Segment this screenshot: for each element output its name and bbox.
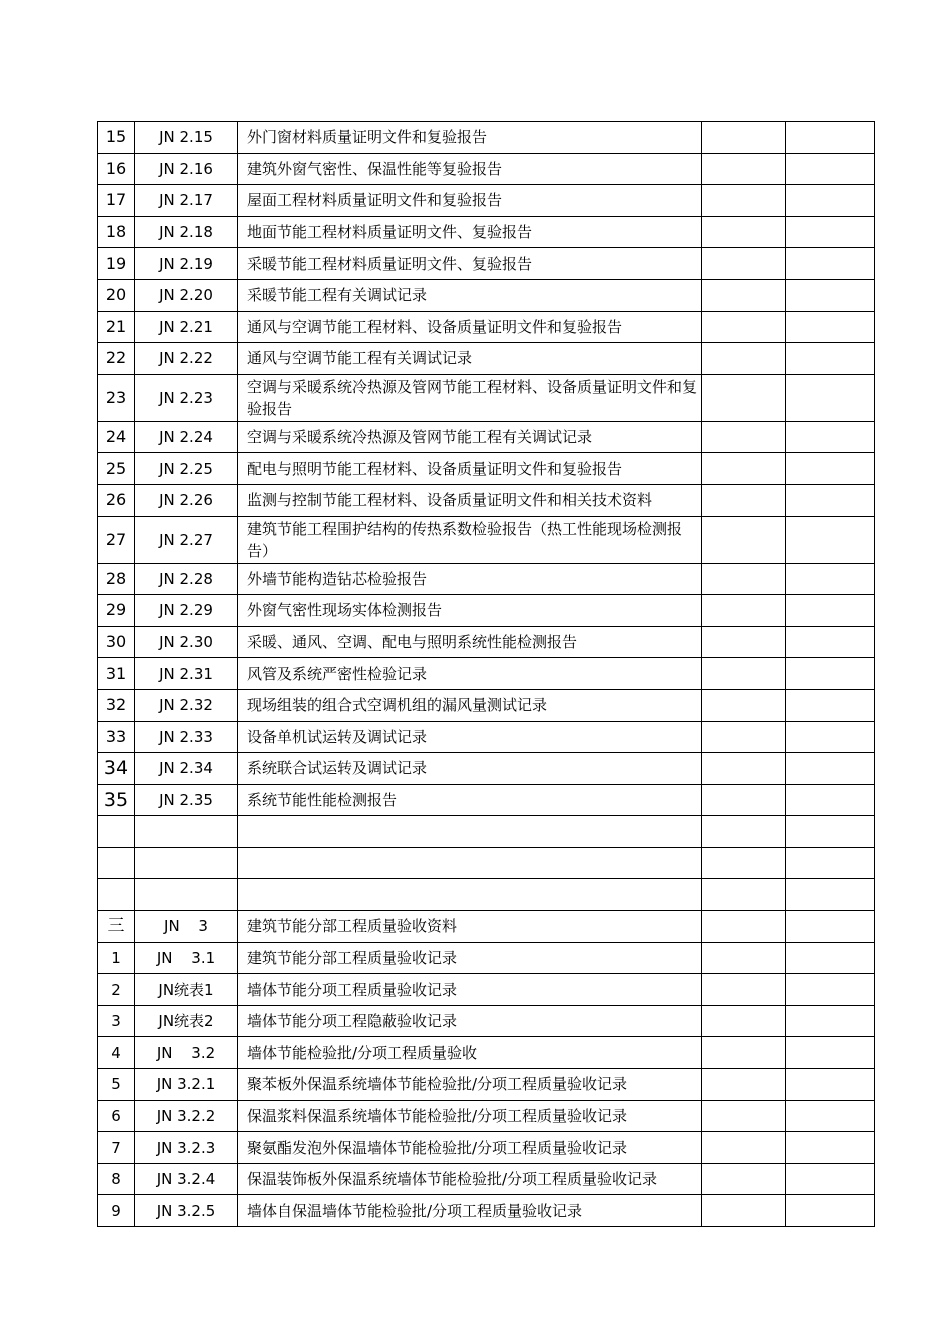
row-document-name: 建筑节能分部工程质量验收资料 — [238, 911, 702, 943]
row-number: 21 — [98, 311, 135, 343]
table-row — [98, 279, 875, 311]
row-code — [135, 847, 238, 879]
row-blank-cell-2 — [786, 153, 875, 185]
row-blank-cell-2 — [786, 216, 875, 248]
row-blank-cell-2 — [786, 1005, 875, 1037]
row-number: 33 — [98, 721, 135, 753]
row-blank-cell-1 — [702, 689, 786, 721]
row-number: 4 — [98, 1037, 135, 1069]
row-document-name: 建筑节能工程围护结构的传热系数检验报告（热工性能现场检测报告） — [238, 516, 702, 563]
row-blank-cell-1 — [702, 626, 786, 658]
row-document-name: 通风与空调节能工程有关调试记录 — [238, 343, 702, 375]
row-blank-cell-1 — [702, 816, 786, 848]
row-number: 1 — [98, 942, 135, 974]
row-blank-cell-1 — [702, 279, 786, 311]
row-code: JN 3.1 — [135, 942, 238, 974]
row-number: 31 — [98, 658, 135, 690]
row-document-name: 通风与空调节能工程材料、设备质量证明文件和复验报告 — [238, 311, 702, 343]
row-blank-cell-1 — [702, 421, 786, 453]
row-number: 25 — [98, 453, 135, 485]
row-blank-cell-1 — [702, 311, 786, 343]
row-code — [135, 816, 238, 848]
row-document-name: 地面节能工程材料质量证明文件、复验报告 — [238, 216, 702, 248]
row-code: JN统表1 — [135, 974, 238, 1006]
row-code: JN 2.30 — [135, 626, 238, 658]
row-document-name — [238, 816, 702, 848]
row-document-name: 系统联合试运转及调试记录 — [238, 753, 702, 785]
row-number: 17 — [98, 185, 135, 217]
row-document-name: 监测与控制节能工程材料、设备质量证明文件和相关技术资料 — [238, 484, 702, 516]
row-document-name: 采暖节能工程有关调试记录 — [238, 279, 702, 311]
table-row — [98, 516, 875, 563]
row-number: 8 — [98, 1163, 135, 1195]
row-document-name: 风管及系统严密性检验记录 — [238, 658, 702, 690]
table-row — [98, 1037, 875, 1069]
row-document-name: 外墙节能构造钻芯检验报告 — [238, 563, 702, 595]
document-table — [97, 121, 875, 1227]
row-document-name: 屋面工程材料质量证明文件和复验报告 — [238, 185, 702, 217]
table-row — [98, 248, 875, 280]
row-document-name — [238, 847, 702, 879]
row-code: JN 2.35 — [135, 784, 238, 816]
row-blank-cell-1 — [702, 1163, 786, 1195]
row-document-name: 采暖、通风、空调、配电与照明系统性能检测报告 — [238, 626, 702, 658]
table-row — [98, 911, 875, 943]
row-number: 23 — [98, 374, 135, 421]
row-blank-cell-2 — [786, 343, 875, 375]
row-blank-cell-2 — [786, 185, 875, 217]
row-blank-cell-2 — [786, 484, 875, 516]
row-number: 2 — [98, 974, 135, 1006]
row-blank-cell-1 — [702, 563, 786, 595]
table-row — [98, 1195, 875, 1227]
row-code: JN 2.18 — [135, 216, 238, 248]
table-row — [98, 847, 875, 879]
table-row — [98, 484, 875, 516]
row-blank-cell-2 — [786, 658, 875, 690]
row-blank-cell-2 — [786, 279, 875, 311]
row-blank-cell-1 — [702, 248, 786, 280]
row-blank-cell-1 — [702, 911, 786, 943]
row-number: 28 — [98, 563, 135, 595]
row-blank-cell-1 — [702, 122, 786, 154]
row-blank-cell-1 — [702, 658, 786, 690]
row-code: JN 2.29 — [135, 595, 238, 627]
row-code: JN 2.28 — [135, 563, 238, 595]
row-number: 18 — [98, 216, 135, 248]
row-blank-cell-2 — [786, 911, 875, 943]
row-number: 24 — [98, 421, 135, 453]
document-table-body — [98, 122, 875, 1227]
row-blank-cell-1 — [702, 343, 786, 375]
row-document-name — [238, 879, 702, 911]
table-row — [98, 658, 875, 690]
row-code: JN 2.15 — [135, 122, 238, 154]
row-document-name: 聚氨酯发泡外保温墙体节能检验批/分项工程质量验收记录 — [238, 1132, 702, 1164]
row-document-name: 建筑外窗气密性、保温性能等复验报告 — [238, 153, 702, 185]
table-row — [98, 974, 875, 1006]
row-document-name: 墙体节能检验批/分项工程质量验收 — [238, 1037, 702, 1069]
row-blank-cell-2 — [786, 847, 875, 879]
row-code: JN 3 — [135, 911, 238, 943]
row-number: 6 — [98, 1100, 135, 1132]
row-document-name: 外窗气密性现场实体检测报告 — [238, 595, 702, 627]
row-document-name: 外门窗材料质量证明文件和复验报告 — [238, 122, 702, 154]
row-blank-cell-1 — [702, 1195, 786, 1227]
row-code: JN 2.33 — [135, 721, 238, 753]
table-row — [98, 626, 875, 658]
table-row — [98, 942, 875, 974]
row-number: 16 — [98, 153, 135, 185]
row-document-name: 建筑节能分部工程质量验收记录 — [238, 942, 702, 974]
row-blank-cell-1 — [702, 185, 786, 217]
row-blank-cell-1 — [702, 847, 786, 879]
row-blank-cell-2 — [786, 516, 875, 563]
row-blank-cell-2 — [786, 563, 875, 595]
row-document-name: 空调与采暖系统冷热源及管网节能工程材料、设备质量证明文件和复验报告 — [238, 374, 702, 421]
row-code: JN 2.26 — [135, 484, 238, 516]
table-row — [98, 311, 875, 343]
table-row — [98, 721, 875, 753]
row-document-name: 空调与采暖系统冷热源及管网节能工程有关调试记录 — [238, 421, 702, 453]
row-number: 9 — [98, 1195, 135, 1227]
table-row — [98, 453, 875, 485]
row-blank-cell-1 — [702, 453, 786, 485]
table-row — [98, 153, 875, 185]
row-document-name: 保温装饰板外保温系统墙体节能检验批/分项工程质量验收记录 — [238, 1163, 702, 1195]
row-document-name: 采暖节能工程材料质量证明文件、复验报告 — [238, 248, 702, 280]
row-number — [98, 816, 135, 848]
row-code: JN 2.27 — [135, 516, 238, 563]
row-blank-cell-2 — [786, 1132, 875, 1164]
table-row — [98, 374, 875, 421]
table-row — [98, 753, 875, 785]
table-row — [98, 563, 875, 595]
row-blank-cell-2 — [786, 816, 875, 848]
table-row — [98, 421, 875, 453]
row-blank-cell-1 — [702, 595, 786, 627]
row-number: 3 — [98, 1005, 135, 1037]
row-code: JN 2.25 — [135, 453, 238, 485]
table-row — [98, 595, 875, 627]
row-number: 7 — [98, 1132, 135, 1164]
row-blank-cell-2 — [786, 1195, 875, 1227]
row-number: 27 — [98, 516, 135, 563]
row-document-name: 聚苯板外保温系统墙体节能检验批/分项工程质量验收记录 — [238, 1069, 702, 1101]
row-code: JN统表2 — [135, 1005, 238, 1037]
row-document-name: 墙体自保温墙体节能检验批/分项工程质量验收记录 — [238, 1195, 702, 1227]
row-code: JN 2.23 — [135, 374, 238, 421]
row-code: JN 3.2.3 — [135, 1132, 238, 1164]
row-code: JN 2.20 — [135, 279, 238, 311]
row-number: 30 — [98, 626, 135, 658]
table-row — [98, 122, 875, 154]
row-blank-cell-1 — [702, 374, 786, 421]
table-row — [98, 1100, 875, 1132]
row-code: JN 2.34 — [135, 753, 238, 785]
row-code: JN 2.21 — [135, 311, 238, 343]
row-number: 35 — [98, 784, 135, 816]
row-blank-cell-2 — [786, 879, 875, 911]
row-blank-cell-2 — [786, 374, 875, 421]
row-blank-cell-2 — [786, 311, 875, 343]
table-row — [98, 784, 875, 816]
row-code: JN 2.22 — [135, 343, 238, 375]
row-blank-cell-2 — [786, 1069, 875, 1101]
row-code: JN 3.2.2 — [135, 1100, 238, 1132]
row-blank-cell-1 — [702, 1132, 786, 1164]
row-blank-cell-2 — [786, 974, 875, 1006]
row-number: 20 — [98, 279, 135, 311]
row-code: JN 2.19 — [135, 248, 238, 280]
row-blank-cell-2 — [786, 689, 875, 721]
row-blank-cell-1 — [702, 216, 786, 248]
row-code — [135, 879, 238, 911]
row-blank-cell-1 — [702, 484, 786, 516]
row-number — [98, 847, 135, 879]
table-row — [98, 185, 875, 217]
row-blank-cell-1 — [702, 784, 786, 816]
row-blank-cell-2 — [786, 595, 875, 627]
row-code: JN 2.24 — [135, 421, 238, 453]
table-row — [98, 816, 875, 848]
row-document-name: 现场组装的组合式空调机组的漏风量测试记录 — [238, 689, 702, 721]
table-row — [98, 216, 875, 248]
row-number: 三 — [98, 911, 135, 943]
row-document-name: 设备单机试运转及调试记录 — [238, 721, 702, 753]
row-blank-cell-1 — [702, 153, 786, 185]
row-code: JN 2.16 — [135, 153, 238, 185]
row-number: 32 — [98, 689, 135, 721]
row-code: JN 3.2.5 — [135, 1195, 238, 1227]
row-code: JN 2.32 — [135, 689, 238, 721]
row-blank-cell-2 — [786, 421, 875, 453]
row-number: 22 — [98, 343, 135, 375]
table-row — [98, 1163, 875, 1195]
row-code: JN 2.31 — [135, 658, 238, 690]
row-number — [98, 879, 135, 911]
row-blank-cell-2 — [786, 122, 875, 154]
table-row — [98, 343, 875, 375]
row-blank-cell-1 — [702, 1100, 786, 1132]
row-blank-cell-2 — [786, 942, 875, 974]
row-code: JN 3.2.4 — [135, 1163, 238, 1195]
row-blank-cell-2 — [786, 1037, 875, 1069]
row-blank-cell-1 — [702, 753, 786, 785]
row-document-name: 配电与照明节能工程材料、设备质量证明文件和复验报告 — [238, 453, 702, 485]
row-blank-cell-1 — [702, 942, 786, 974]
row-blank-cell-1 — [702, 974, 786, 1006]
row-blank-cell-2 — [786, 784, 875, 816]
table-row — [98, 689, 875, 721]
table-row — [98, 1005, 875, 1037]
row-blank-cell-1 — [702, 721, 786, 753]
row-blank-cell-1 — [702, 1005, 786, 1037]
row-document-name: 墙体节能分项工程质量验收记录 — [238, 974, 702, 1006]
row-number: 15 — [98, 122, 135, 154]
row-number: 5 — [98, 1069, 135, 1101]
row-code: JN 2.17 — [135, 185, 238, 217]
row-document-name: 系统节能性能检测报告 — [238, 784, 702, 816]
row-number: 26 — [98, 484, 135, 516]
row-document-name: 墙体节能分项工程隐蔽验收记录 — [238, 1005, 702, 1037]
table-row — [98, 1132, 875, 1164]
row-number: 34 — [98, 753, 135, 785]
row-blank-cell-2 — [786, 721, 875, 753]
table-row — [98, 1069, 875, 1101]
row-blank-cell-1 — [702, 516, 786, 563]
row-blank-cell-2 — [786, 248, 875, 280]
row-blank-cell-2 — [786, 1163, 875, 1195]
row-blank-cell-2 — [786, 753, 875, 785]
row-number: 29 — [98, 595, 135, 627]
row-blank-cell-2 — [786, 1100, 875, 1132]
row-blank-cell-1 — [702, 879, 786, 911]
row-blank-cell-1 — [702, 1069, 786, 1101]
table-row — [98, 879, 875, 911]
row-code: JN 3.2.1 — [135, 1069, 238, 1101]
row-blank-cell-1 — [702, 1037, 786, 1069]
row-blank-cell-2 — [786, 626, 875, 658]
row-document-name: 保温浆料保温系统墙体节能检验批/分项工程质量验收记录 — [238, 1100, 702, 1132]
row-code: JN 3.2 — [135, 1037, 238, 1069]
row-number: 19 — [98, 248, 135, 280]
row-blank-cell-2 — [786, 453, 875, 485]
